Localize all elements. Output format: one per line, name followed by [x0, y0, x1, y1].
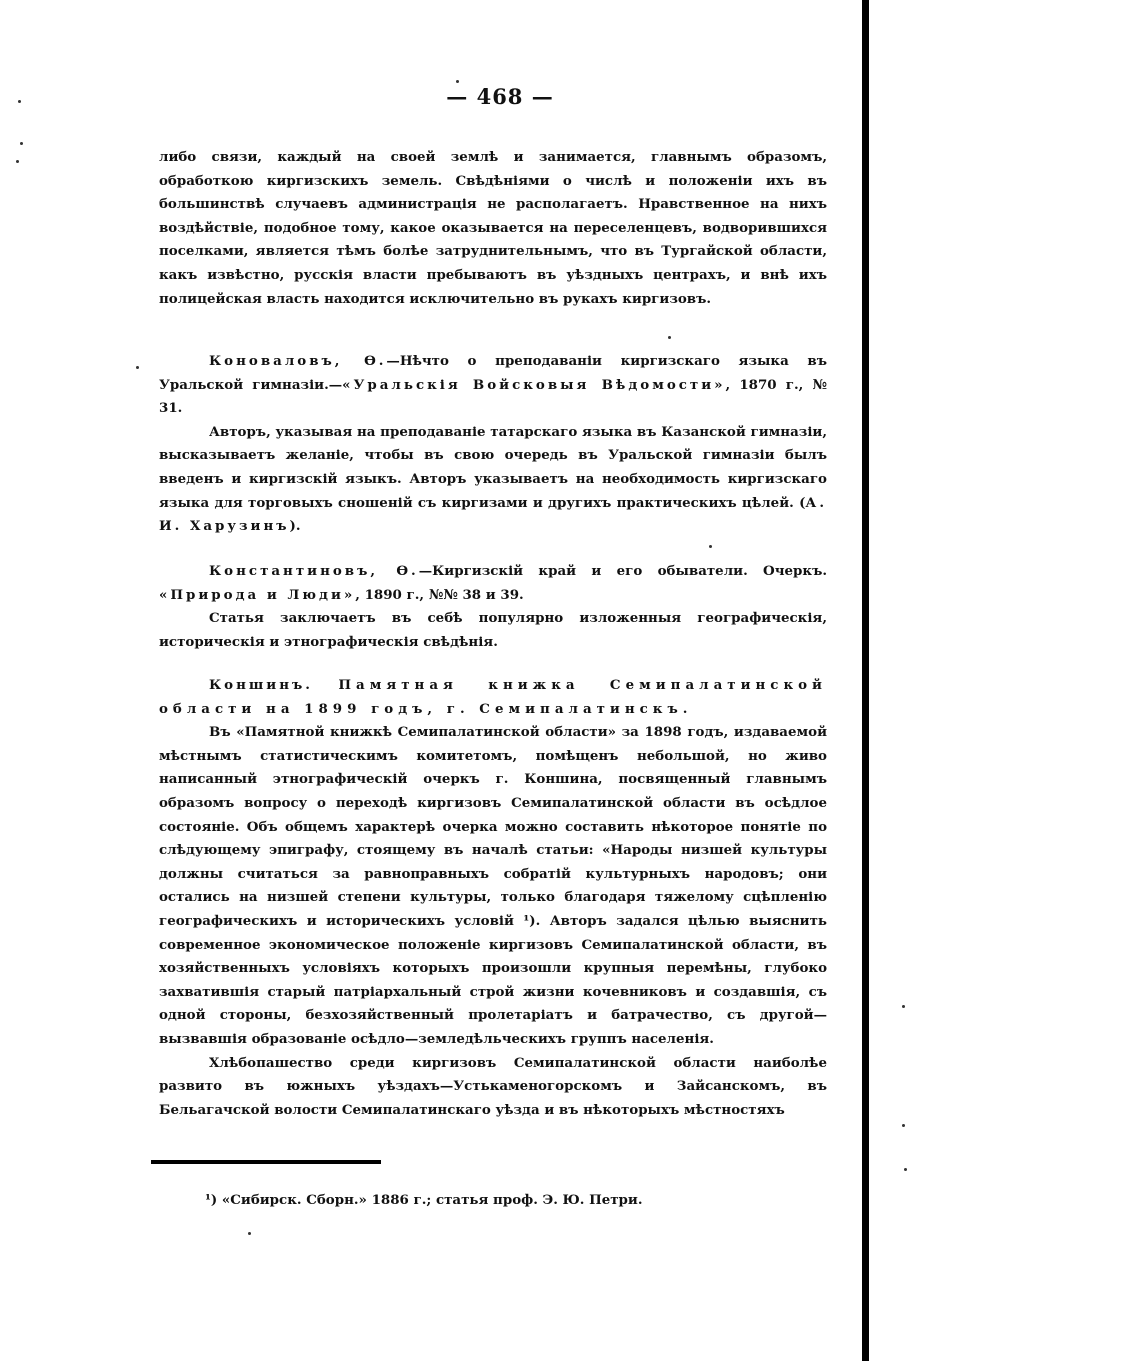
entry-reference: , 1870 г., № 31. [159, 376, 827, 417]
scan-speck [902, 1124, 905, 1127]
scan-speck [136, 366, 139, 369]
bibliography-entry-konovalov [159, 350, 827, 539]
entry-annotation: Статья заключаетъ въ себѣ популярно изложенныя географическія, историческія и этнографическія свѣдѣнія. [159, 610, 827, 650]
entry-author: Коншинъ. [209, 677, 313, 693]
annotation-signature: А. И. Харузинъ [159, 494, 827, 535]
entry-heading [159, 560, 827, 607]
scan-speck [709, 545, 712, 548]
annotation-end: ). [289, 518, 301, 535]
entry-annotation [159, 421, 827, 539]
annotation-text: Авторъ, указывая на преподаваніе татарскаго языка въ Казанской гимназіи, высказываетъ желаніе, чтобы въ свою очередь въ Уральской гимназіи былъ введенъ и киргизскій языкъ. Авторъ указываетъ на необходимость киргизскаго языка для торговыхъ сношеній съ киргизами и другихъ практическихъ цѣлей. ( [159, 423, 827, 511]
binding-edge [862, 0, 869, 1361]
entry-journal: «Природа и Люди» [159, 586, 356, 603]
entry-author: Константиновъ, Ѳ. [209, 563, 419, 579]
scan-speck [902, 1005, 905, 1008]
scan-speck [904, 1168, 907, 1171]
entry-title: Памятная книжка Семипалатинской области на 1899 годъ, г. Семипалатинскъ. [159, 677, 827, 717]
entry-title: —Киргизскій край и его обыватели. Очеркъ. [418, 563, 827, 579]
entry-annotation-continued: Хлѣбопашество среди киргизовъ Семипалатинской области наиболѣе развито въ южныхъ уѣздахъ—Устькаменогорскомъ и Зайсанскомъ, въ Бельагачской волости Семипалатинскаго уѣзда и въ нѣкоторыхъ мѣстностяхъ [159, 1054, 827, 1118]
entry-reference: , 1890 г., №№ 38 и 39. [355, 586, 524, 603]
paragraph-continuation [159, 146, 827, 311]
footnote: ¹) «Сибирск. Сборн.» 1886 г.; статья проф. Э. Ю. Петри. [205, 1192, 643, 1208]
entry-author: Коноваловъ, Ѳ. [209, 353, 387, 369]
bibliography-entry-konshin [159, 674, 827, 1122]
scan-speck [456, 80, 459, 83]
scan-speck [668, 336, 671, 339]
entry-title: —Нѣчто о преподаваніи киргизскаго языка въ Уральской гимназіи.— [159, 353, 827, 393]
scan-speck [20, 142, 23, 145]
bibliography-entry-konstantinov [159, 560, 827, 654]
entry-heading [159, 350, 827, 421]
scan-speck [248, 1232, 251, 1235]
entry-annotation: Въ «Памятной книжкѣ Семипалатинской области» за 1898 годъ, издаваемой мѣстнымъ статистическимъ комитетомъ, помѣщенъ небольшой, но живо написанный этнографическій очеркъ г. Коншина, посвященный главнымъ образомъ вопросу о переходѣ киргизовъ Семипалатинской области въ осѣдлое состояніе. Объ общемъ характерѣ очерка можно составить нѣкоторое понятіе по слѣдующему эпиграфу, стоящему въ началѣ статьи: «Народы низшей культуры должны считаться за равноправныхъ собратій культурныхъ народовъ; они остались на низшей степени культуры, только благодаря тяжелому сцѣпленію географическихъ и историческихъ условій ¹). Авторъ задался цѣлью выяснить современное экономическое положеніе киргизовъ Семипалатинской области, въ хозяйственныхъ условіяхъ которыхъ произошли крупныя перемѣны, глубоко захватившія старый патріархальный строй жизни кочевниковъ и создавшія, съ одной стороны, безхозяйственный пролетаріатъ и батрачество, съ другой—вызвавшія образованіе осѣдло—земледѣльческихъ группъ населенія. [159, 724, 827, 1047]
page-number: — 468 — [446, 84, 554, 109]
entry-journal: «Уральскія Войсковыя Вѣдомости» [342, 376, 726, 393]
paragraph-text: либо связи, каждый на своей землѣ и занимается, главнымъ образомъ, обработкою киргизскихъ земель. Свѣдѣніями о числѣ и положеніи ихъ въ большинствѣ случаевъ администрація не располагаетъ. Нравственное на нихъ воздѣйствіе, подобное тому, какое оказывается на переселенцевъ, водворившихся поселками, является тѣмъ болѣе затруднительнымъ, что въ Тургайской области, какъ извѣстно, русскія власти пребываютъ въ уѣздныхъ центрахъ, и внѣ ихъ полицейская власть находится исключительно въ рукахъ киргизовъ. [159, 149, 827, 307]
footnote-rule [151, 1160, 381, 1164]
entry-heading [159, 674, 827, 721]
scan-speck [16, 160, 19, 163]
